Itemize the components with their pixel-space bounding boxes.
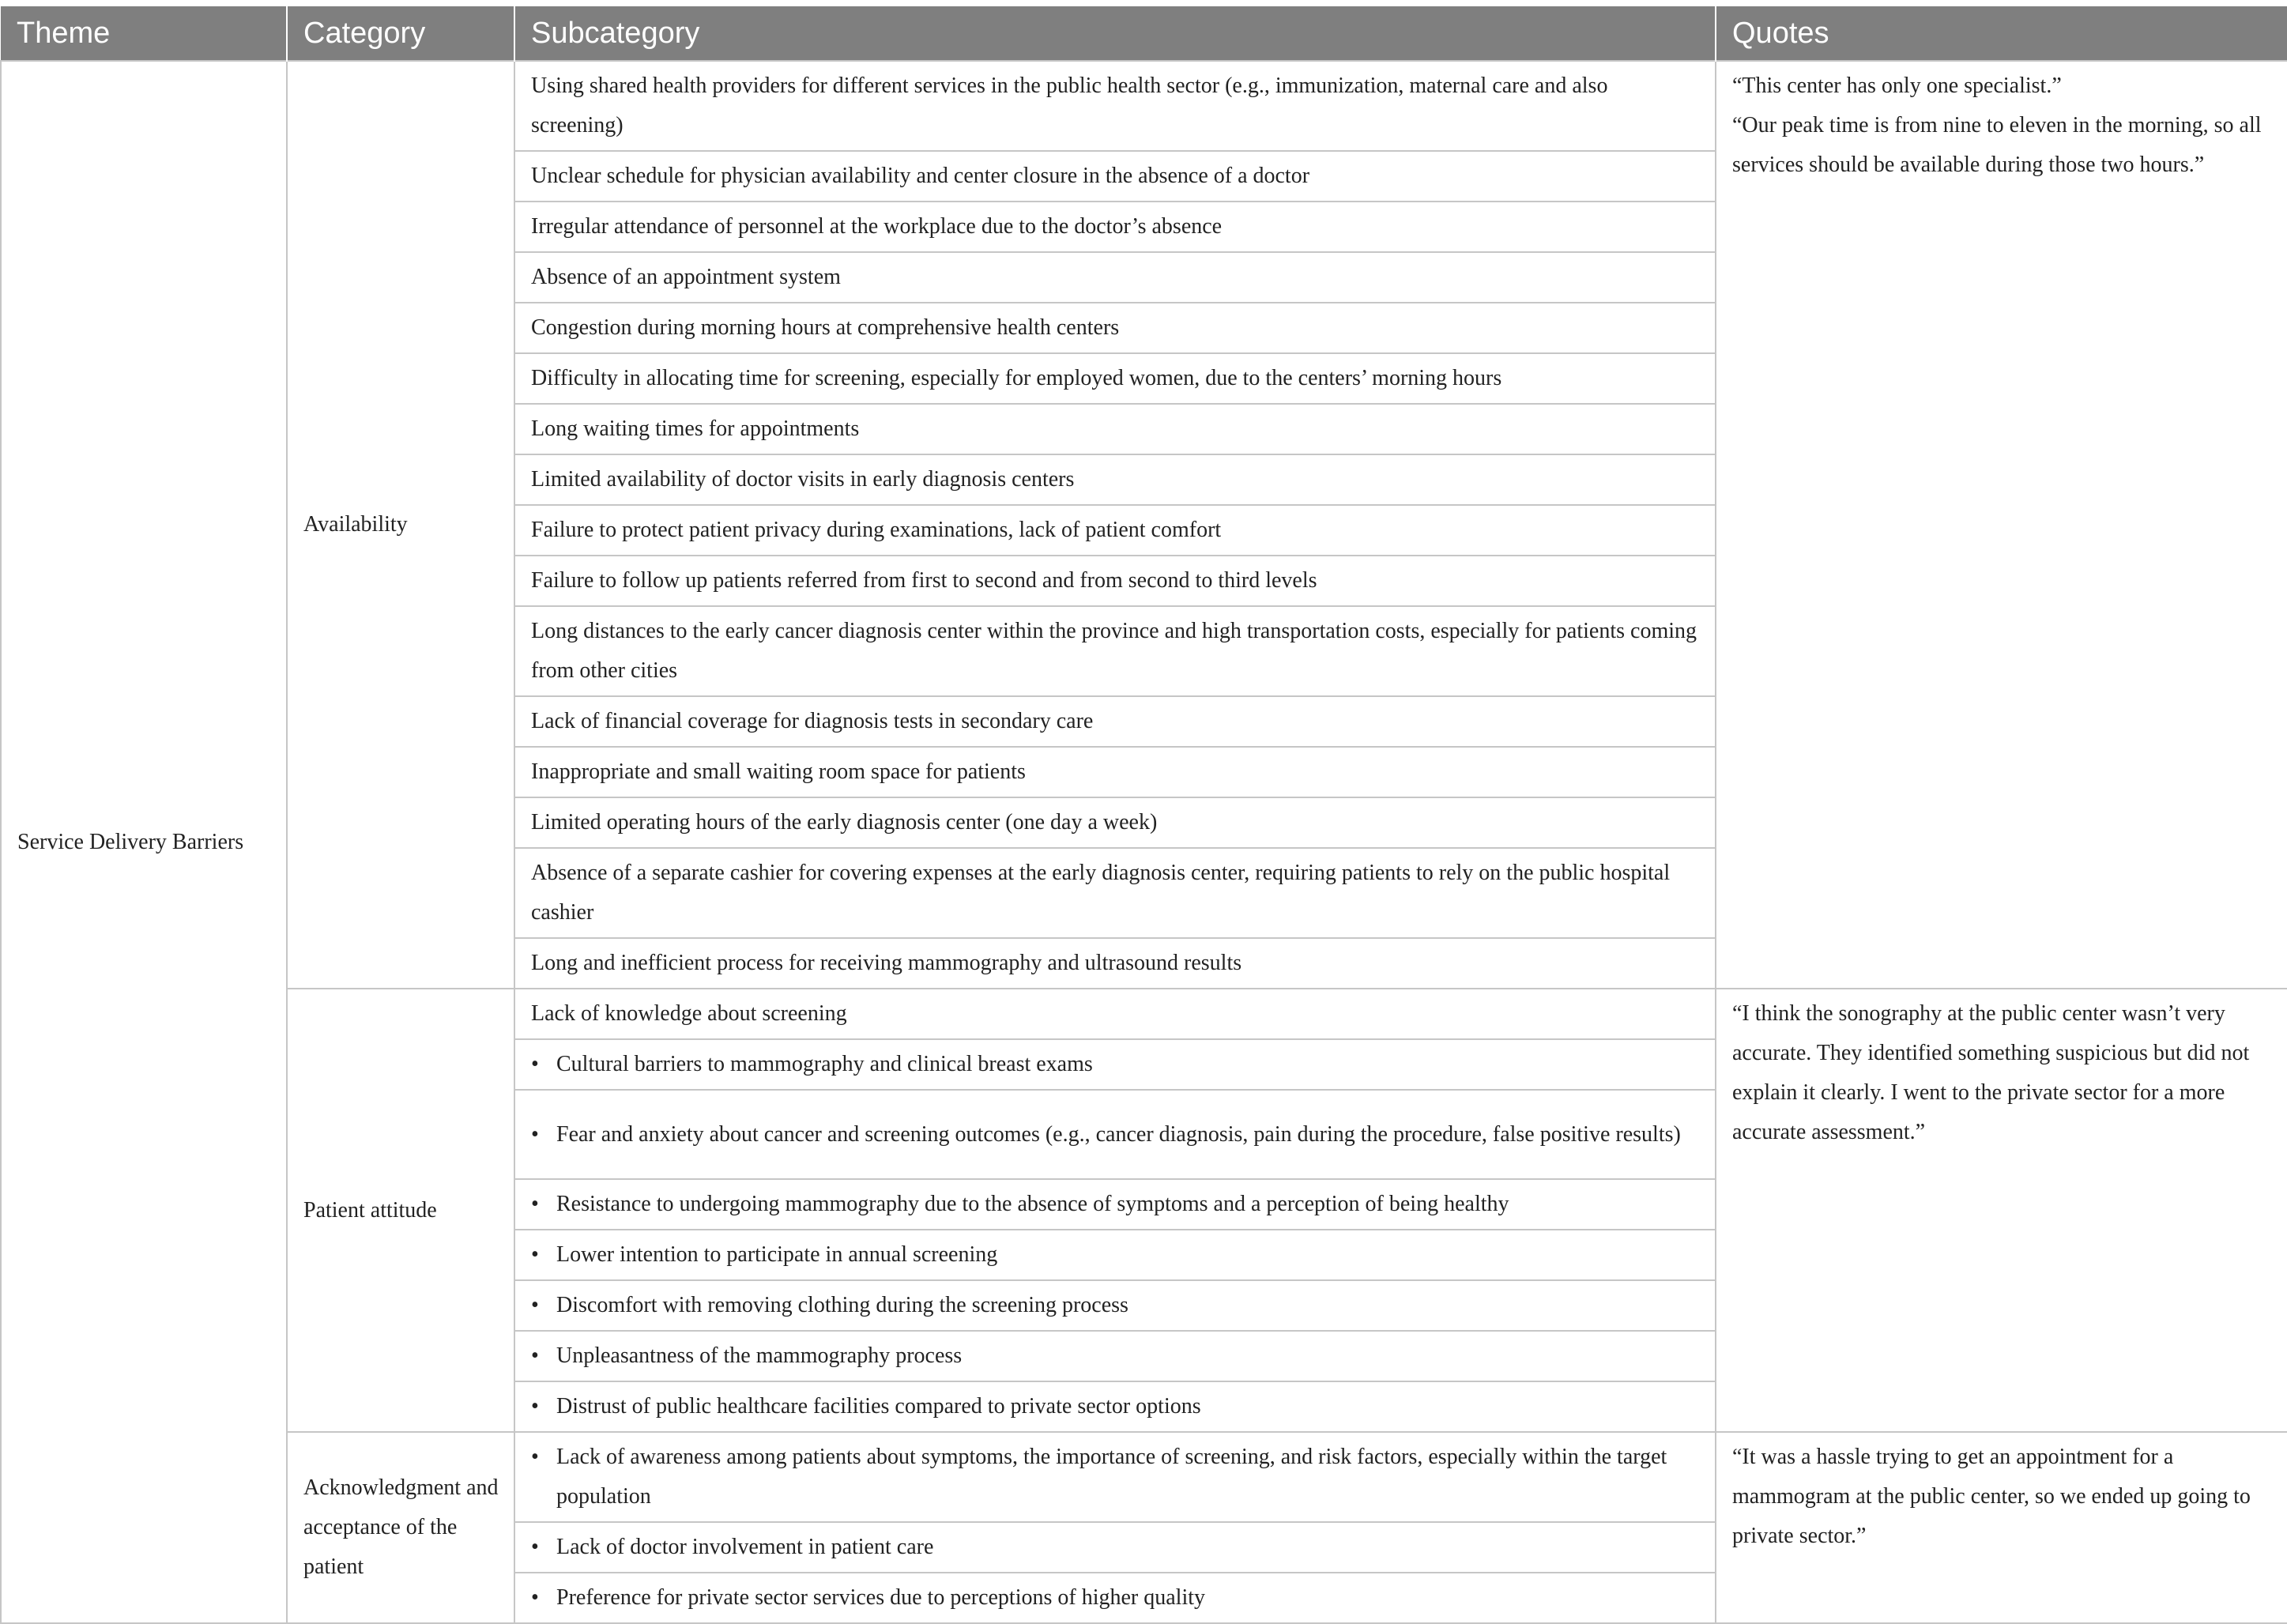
bullet-item xyxy=(531,1185,1705,1224)
subcategory-text: Failure to protect patient privacy during examinations, lack of patient comfort xyxy=(531,518,1222,542)
bullet-icon: • xyxy=(531,1445,539,1469)
subcategory-cell xyxy=(514,151,1716,202)
bullet-icon: • xyxy=(531,1535,539,1559)
subcategory-cell xyxy=(514,505,1716,556)
subcategory-text: Using shared health providers for different services in the public health sector (e.g., immunization, maternal care and also screening) xyxy=(531,73,1608,138)
header-quotes: Quotes xyxy=(1716,6,2287,61)
bullet-item xyxy=(531,1115,1705,1155)
subcategory-text: Lower intention to participate in annual screening xyxy=(556,1242,998,1267)
quote-text: “This center has only one specialist.” xyxy=(1732,73,2062,98)
subcategory-cell xyxy=(514,1573,1716,1623)
header-category: Category xyxy=(287,6,514,61)
quote-text: “Our peak time is from nine to eleven in the morning, so all services should be available during those two hours.” xyxy=(1732,113,2262,177)
subcategory-cell xyxy=(514,1179,1716,1230)
bullet-icon: • xyxy=(531,1394,539,1419)
subcategory-text: Lack of doctor involvement in patient care xyxy=(556,1535,934,1559)
table-row xyxy=(1,1432,2287,1522)
bullet-item xyxy=(531,1235,1705,1275)
subcategory-cell xyxy=(514,556,1716,606)
subcategory-cell xyxy=(514,747,1716,797)
header-subcategory: Subcategory xyxy=(514,6,1716,61)
quotes-cell xyxy=(1716,1432,2287,1623)
subcategory-cell xyxy=(514,696,1716,747)
bullet-item xyxy=(531,1387,1705,1426)
subcategory-text: Fear and anxiety about cancer and screening outcomes (e.g., cancer diagnosis, pain during the procedure, false positive results) xyxy=(556,1121,1681,1147)
quotes-cell xyxy=(1716,61,2287,989)
table-row xyxy=(1,989,2287,1039)
subcategory-cell xyxy=(514,1230,1716,1280)
subcategory-cell xyxy=(514,303,1716,353)
table-body xyxy=(1,61,2287,1623)
bullet-item xyxy=(531,1578,1705,1618)
quotes-cell xyxy=(1716,989,2287,1432)
header-row xyxy=(1,6,2287,61)
table-header xyxy=(1,6,2287,61)
header-theme: Theme xyxy=(1,6,287,61)
quote-text: “It was a hassle trying to get an appointment for a mammogram at the public center, so we ended up going to private sector.” xyxy=(1732,1445,2251,1548)
subcategory-text: Difficulty in allocating time for screening, especially for employed women, due to the centers’ morning hours xyxy=(531,366,1502,390)
subcategory-cell xyxy=(514,1039,1716,1090)
subcategory-text: Irregular attendance of personnel at the workplace due to the doctor’s absence xyxy=(531,214,1223,239)
subcategory-cell xyxy=(514,404,1716,454)
subcategory-text: Discomfort with removing clothing during the screening process xyxy=(556,1293,1128,1317)
subcategory-cell xyxy=(514,353,1716,404)
bullet-item xyxy=(531,1528,1705,1567)
subcategory-text: Limited operating hours of the early diagnosis center (one day a week) xyxy=(531,810,1158,835)
subcategory-text: Preference for private sector services due to perceptions of higher quality xyxy=(556,1585,1205,1610)
subcategory-text: Unclear schedule for physician availability and center closure in the absence of a doctor xyxy=(531,164,1310,188)
subcategory-text: Limited availability of doctor visits in early diagnosis centers xyxy=(531,467,1075,492)
bullet-item xyxy=(531,1336,1705,1376)
subcategory-text: Distrust of public healthcare facilities compared to private sector options xyxy=(556,1394,1201,1419)
subcategory-text: Failure to follow up patients referred from first to second and from second to third levels xyxy=(531,568,1317,593)
subcategory-cell xyxy=(514,1090,1716,1179)
subcategory-text: Congestion during morning hours at comprehensive health centers xyxy=(531,315,1120,340)
subcategory-cell xyxy=(514,202,1716,252)
table-container xyxy=(0,6,2287,1624)
subcategory-text: Absence of a separate cashier for covering expenses at the early diagnosis center, requiring patients to rely on the public hospital cashier xyxy=(531,861,1671,925)
bullet-item xyxy=(531,1045,1705,1084)
subcategory-cell xyxy=(514,797,1716,848)
subcategory-cell xyxy=(514,454,1716,505)
bullet-icon: • xyxy=(531,1585,539,1610)
subcategory-cell xyxy=(514,989,1716,1039)
bullet-item xyxy=(531,1286,1705,1325)
subcategory-cell xyxy=(514,1522,1716,1573)
bullet-icon: • xyxy=(531,1343,539,1368)
subcategory-text: Lack of financial coverage for diagnosis tests in secondary care xyxy=(531,709,1094,733)
category-cell: Acknowledgment and acceptance of the patient xyxy=(287,1432,514,1623)
barriers-table xyxy=(0,6,2287,1624)
subcategory-text: Inappropriate and small waiting room space for patients xyxy=(531,759,1026,784)
category-cell: Availability xyxy=(287,61,514,989)
subcategory-cell xyxy=(514,1331,1716,1381)
subcategory-text: Long and inefficient process for receiving mammography and ultrasound results xyxy=(531,951,1242,975)
subcategory-text: Cultural barriers to mammography and clinical breast exams xyxy=(556,1052,1093,1076)
bullet-icon: • xyxy=(531,1242,539,1267)
subcategory-text: Unpleasantness of the mammography process xyxy=(556,1343,963,1368)
category-cell: Patient attitude xyxy=(287,989,514,1432)
subcategory-text: Absence of an appointment system xyxy=(531,265,841,289)
quote-text: “I think the sonography at the public center wasn’t very accurate. They identified something suspicious but did not explain it clearly. I went to the private sector for a more accurate assessment.” xyxy=(1732,1001,2250,1144)
subcategory-text: Long waiting times for appointments xyxy=(531,416,860,441)
subcategory-cell xyxy=(514,1432,1716,1522)
bullet-item xyxy=(531,1437,1705,1517)
bullet-icon: • xyxy=(531,1192,539,1216)
subcategory-text: Lack of awareness among patients about symptoms, the importance of screening, and risk factors, especially within the target population xyxy=(556,1445,1667,1509)
subcategory-text: Long distances to the early cancer diagnosis center within the province and high transportation costs, especially for patients coming from other cities xyxy=(531,619,1697,683)
bullet-icon: • xyxy=(531,1293,539,1317)
subcategory-cell xyxy=(514,1381,1716,1432)
bullet-icon: • xyxy=(531,1121,539,1147)
bullet-icon: • xyxy=(531,1052,539,1076)
theme-cell: Service Delivery Barriers xyxy=(1,61,287,1623)
subcategory-cell xyxy=(514,848,1716,938)
subcategory-text: Resistance to undergoing mammography due to the absence of symptoms and a perception of being healthy xyxy=(556,1192,1509,1216)
subcategory-cell xyxy=(514,938,1716,989)
subcategory-text: Lack of knowledge about screening xyxy=(531,1001,847,1026)
subcategory-cell xyxy=(514,1280,1716,1331)
table-row xyxy=(1,61,2287,151)
subcategory-cell xyxy=(514,606,1716,696)
subcategory-cell xyxy=(514,252,1716,303)
subcategory-cell xyxy=(514,61,1716,151)
